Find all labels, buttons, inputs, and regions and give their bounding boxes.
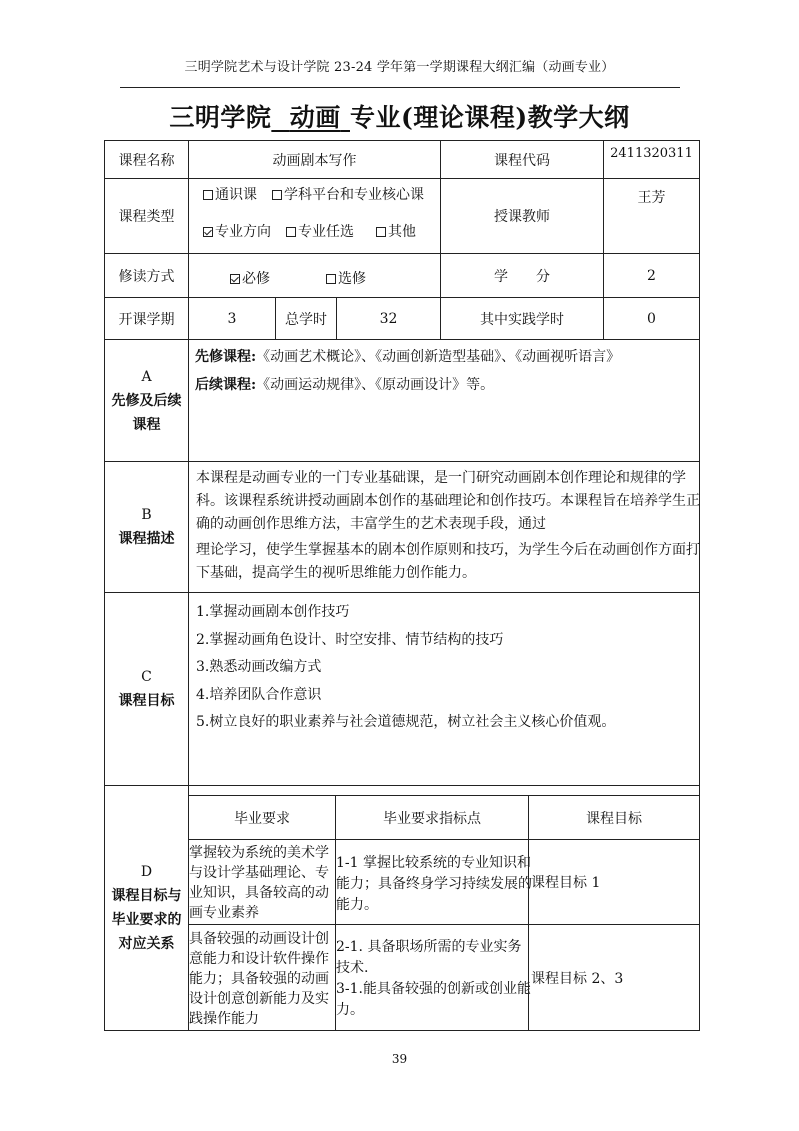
col-header-indicator: 毕业要求指标点 xyxy=(335,795,529,840)
option-elective[interactable] xyxy=(286,221,354,241)
document-title xyxy=(0,98,799,134)
option-optional[interactable] xyxy=(326,268,366,288)
semester-label: 开课学期 xyxy=(104,297,189,340)
practice-hours-label: 其中实践学时 xyxy=(440,297,604,340)
description-line: 本课程是动画专业的一门专业基础课，是一门研究动画剧本创作理论和规律的学 xyxy=(196,470,686,486)
section-a-letter: A xyxy=(141,368,152,385)
col-header-goal: 课程目标 xyxy=(528,795,700,840)
section-a-title-2: 课程 xyxy=(132,416,161,433)
checkbox-icon xyxy=(272,190,282,200)
option-label: 选修 xyxy=(338,271,366,287)
indicator-line: 技术. xyxy=(336,960,369,976)
goal-cell xyxy=(528,839,700,925)
goal-cell xyxy=(528,924,700,1031)
section-d-title-1: 课程目标与 xyxy=(111,888,182,904)
course-type-label: 课程类型 xyxy=(104,178,189,254)
section-a-header xyxy=(104,339,189,462)
title-prefix: 三明学院 xyxy=(169,103,272,132)
goal-item: 1.掌握动画剧本创作技巧 xyxy=(196,604,350,620)
credit-value: 2 xyxy=(603,253,700,298)
option-required[interactable] xyxy=(230,268,270,288)
description-line: 科。该课程系统讲授动画剧本创作的基础理论和创作技巧。本课程旨在培养学生正 xyxy=(196,493,700,509)
option-direction[interactable] xyxy=(203,221,271,241)
requirement-line: 设计创意创新能力及实 xyxy=(189,991,329,1007)
section-b-letter: B xyxy=(141,507,152,523)
section-b-header xyxy=(104,461,189,593)
requirement-line: 能力；具备较强的动画 xyxy=(189,971,329,987)
requirement-line: 画专业素养 xyxy=(189,905,259,921)
requirement-line: 掌握较为系统的美术学 xyxy=(189,845,329,861)
teacher-value: 王芳 xyxy=(603,178,700,254)
post-courses xyxy=(195,374,494,394)
header-divider xyxy=(120,87,680,88)
section-b-title: 课程描述 xyxy=(118,531,175,547)
post-courses-label: 后续课程: xyxy=(195,377,257,393)
requirement-line: 与设计学基础理论、专 xyxy=(189,865,329,881)
page-number: 39 xyxy=(391,1052,408,1066)
option-label: 通识课 xyxy=(215,187,257,203)
page-header: 三明学院艺术与设计学院 23-24 学年第一学期课程大纲汇编（动画专业） xyxy=(184,60,615,75)
option-label: 学科平台和专业核心课 xyxy=(284,187,424,203)
course-code-value: 2411320311 xyxy=(603,140,700,179)
indicator-line: 3-1.能具备较强的创新或创业能 xyxy=(336,981,531,997)
goal-value: 课程目标 1 xyxy=(531,875,601,891)
indicator-line: 力。 xyxy=(336,1002,364,1018)
title-suffix: 专业(理论课程)教学大纲 xyxy=(350,103,630,132)
study-mode-options xyxy=(188,253,441,298)
checkbox-icon xyxy=(203,190,213,200)
col-header-requirement: 毕业要求 xyxy=(188,795,336,840)
course-name-label: 课程名称 xyxy=(104,140,189,179)
description-line: 理论学习，使学生掌握基本的剧本创作原则和技巧，为学生今后在动画创作方面打 xyxy=(196,542,700,558)
goal-item: 2.掌握动画角色设计、时空安排、情节结构的技巧 xyxy=(196,632,504,648)
checkbox-icon xyxy=(376,227,386,237)
description-line: 确的动画创作思维方法，丰富学生的艺术表现手段，通过 xyxy=(196,516,546,532)
goal-item: 3.熟悉动画改编方式 xyxy=(196,659,322,675)
pre-courses-label: 先修课程: xyxy=(195,349,257,365)
section-c-letter: C xyxy=(141,669,152,685)
section-a-title-1: 先修及后续 xyxy=(111,392,182,409)
section-d-header xyxy=(104,785,189,1031)
option-label: 专业任选 xyxy=(298,224,354,240)
requirement-line: 践操作能力 xyxy=(189,1011,259,1027)
requirement-line: 意能力和设计软件操作 xyxy=(189,951,329,967)
section-d-title-3: 对应关系 xyxy=(118,936,175,952)
practice-hours-value: 0 xyxy=(603,297,700,340)
option-label: 必修 xyxy=(242,271,270,287)
option-core[interactable] xyxy=(272,184,424,204)
requirement-line: 具备较强的动画设计创 xyxy=(189,931,329,947)
title-major xyxy=(271,103,350,132)
indicator-line: 能力；具备终身学习持续发展的 xyxy=(336,876,532,892)
section-c-title: 课程目标 xyxy=(118,693,175,709)
teacher-label: 授课教师 xyxy=(440,178,604,254)
indicator-line: 2-1. 具备职场所需的专业实务 xyxy=(336,939,522,955)
title-major-text: 动画 xyxy=(289,103,341,132)
course-code-label: 课程代码 xyxy=(440,140,604,179)
credit-label: 学 分 xyxy=(440,253,604,298)
option-general[interactable] xyxy=(203,184,257,204)
checkbox-icon xyxy=(286,227,296,237)
option-label: 其他 xyxy=(388,224,416,240)
option-other[interactable] xyxy=(376,221,416,241)
section-d-letter: D xyxy=(140,864,153,880)
checkbox-icon xyxy=(326,274,336,284)
section-c-header xyxy=(104,592,189,786)
semester-value: 3 xyxy=(188,297,276,340)
checked-checkbox-icon xyxy=(230,274,240,284)
post-courses-text: 《动画运动规律》、《原动画设计》等。 xyxy=(256,377,495,393)
goal-item: 4.培养团队合作意识 xyxy=(196,687,322,703)
description-line: 下基础，提高学生的视听思维能力创作能力。 xyxy=(196,565,476,581)
section-d-title-2: 毕业要求的 xyxy=(111,912,182,928)
course-name-value: 动画剧本写作 xyxy=(188,140,441,179)
goal-item: 5.树立良好的职业素养与社会道德规范，树立社会主义核心价值观。 xyxy=(196,714,616,730)
pre-courses-text: 《动画艺术概论》、《动画创新造型基础》、《动画视听语言》 xyxy=(256,349,621,365)
pre-courses xyxy=(195,346,620,366)
study-mode-label: 修读方式 xyxy=(104,253,189,298)
indicator-line: 能力。 xyxy=(336,897,378,913)
checked-checkbox-icon xyxy=(203,227,213,237)
total-hours-label: 总学时 xyxy=(275,297,337,340)
requirement-line: 业知识，具备较高的动 xyxy=(189,885,329,901)
option-label: 专业方向 xyxy=(215,224,271,240)
total-hours-value: 32 xyxy=(336,297,441,340)
goal-value: 课程目标 2、3 xyxy=(531,970,624,987)
indicator-line: 1-1 掌握比较系统的专业知识和 xyxy=(336,855,531,871)
